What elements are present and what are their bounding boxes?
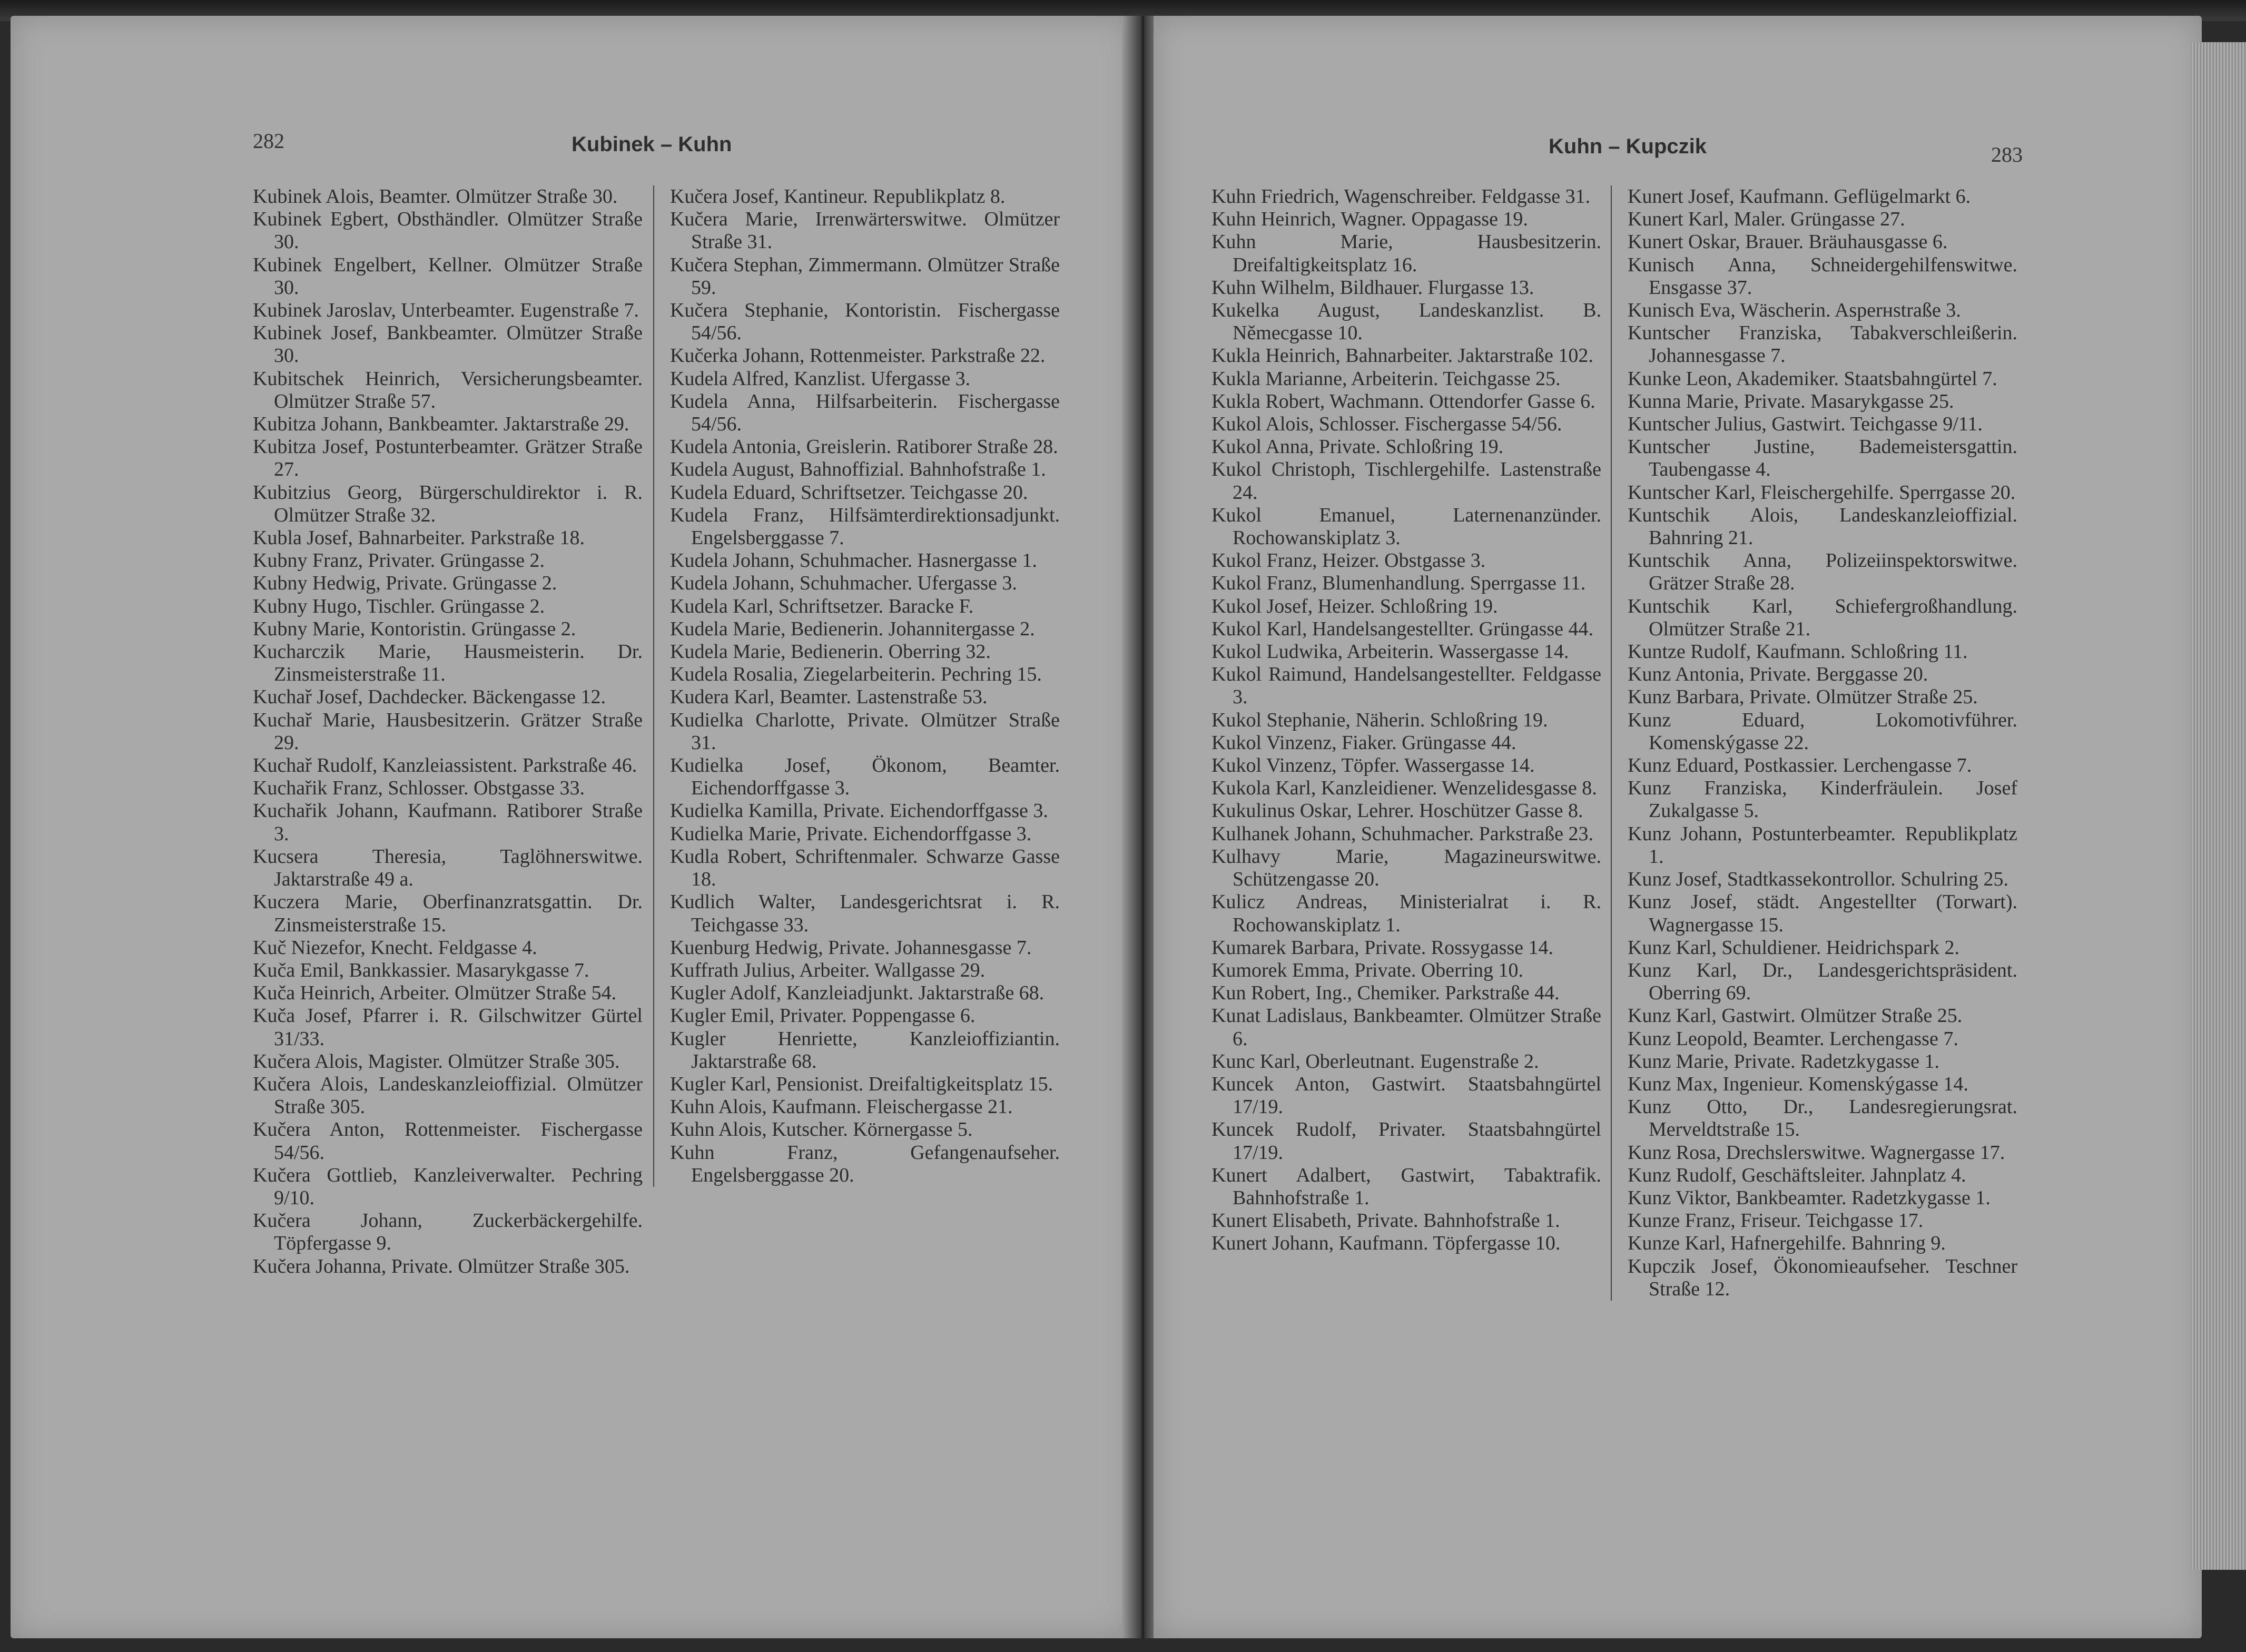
directory-entry: Kučera Alois, Landeskanzleioffizial. Olmützer Straße 305.: [253, 1073, 643, 1118]
directory-entry: Kulhavy Marie, Magazineurswitwe. Schützengasse 20.: [1211, 845, 1601, 891]
directory-entry: Kunz Franziska, Kinderfräulein. Josef Zukalgasse 5.: [1628, 777, 2017, 822]
directory-entry: Kuncek Rudolf, Privater. Staatsbahngürtel 17/19.: [1211, 1118, 1601, 1164]
page-number-left: 282: [253, 129, 284, 153]
directory-entry: Kuchař Rudolf, Kanzleiassistent. Parkstraße 46.: [253, 754, 637, 777]
directory-entry: Kučera Anton, Rottenmeister. Fischergasse 54/56.: [253, 1118, 643, 1164]
right-column-1: [1211, 185, 1601, 1255]
directory-entry: Kukol Vinzenz, Fiaker. Grüngasse 44.: [1211, 731, 1516, 754]
directory-entry: Kugler Henriette, Kanzleioffiziantin. Jaktarstraße 68.: [670, 1027, 1060, 1073]
directory-entry: Kukola Karl, Kanzleidiener. Wenzelidesgasse 8.: [1211, 777, 1597, 800]
directory-entry: Kukol Anna, Private. Schloßring 19.: [1211, 436, 1504, 458]
directory-entry: Kukol Emanuel, Laternenanzünder. Rochowanskiplatz 3.: [1211, 504, 1601, 549]
directory-entry: Kuchař Marie, Hausbesitzerin. Grätzer Straße 29.: [253, 709, 643, 754]
directory-entry: Kudielka Josef, Ökonom, Beamter. Eichendorffgasse 3.: [670, 754, 1060, 800]
directory-entry: Kunz Rosa, Drechslerswitwe. Wagnergasse 17.: [1628, 1141, 2005, 1164]
directory-entry: Kunz Karl, Schuldiener. Heidrichspark 2.: [1628, 936, 1959, 959]
directory-entry: Kuntschik Alois, Landeskanzleioffizial. Bahnring 21.: [1628, 504, 2017, 549]
directory-entry: Kukol Alois, Schlosser. Fischergasse 54/56.: [1211, 413, 1562, 436]
directory-entry: Kunze Franz, Friseur. Teichgasse 17.: [1628, 1210, 1924, 1232]
directory-entry: Kunert Johann, Kaufmann. Töpfergasse 10.: [1211, 1232, 1561, 1255]
directory-entry: Kunert Karl, Maler. Grüngasse 27.: [1628, 208, 1905, 231]
directory-entry: Kunert Adalbert, Gastwirt, Tabaktrafik. Bahnhofstraße 1.: [1211, 1164, 1601, 1209]
directory-entry: Kučera Marie, Irrenwärterswitwe. Olmützer Straße 31.: [670, 208, 1060, 253]
directory-entry: Kukla Heinrich, Bahnarbeiter. Jaktarstraße 102.: [1211, 345, 1593, 367]
directory-entry: Kukol Karl, Handelsangestellter. Grüngasse 44.: [1211, 617, 1593, 640]
directory-entry: Kunz Leopold, Beamter. Lerchengasse 7.: [1628, 1027, 1958, 1050]
directory-entry: Kunz Rudolf, Geschäftsleiter. Jahnplatz 4.: [1628, 1164, 1966, 1186]
directory-entry: Kukol Raimund, Handelsangestellter. Feldgasse 3.: [1211, 663, 1601, 709]
directory-entry: Kunz Viktor, Bankbeamter. Radetzkygasse 1.: [1628, 1186, 1991, 1209]
directory-entry: Kunisch Anna, Schneidergehilfenswitwe. Ensgasse 37.: [1628, 253, 2017, 299]
directory-entry: Kudielka Marie, Private. Eichendorffgasse 3.: [670, 822, 1032, 845]
directory-entry: Kunert Josef, Kaufmann. Geflügelmarkt 6.: [1628, 185, 1971, 208]
directory-entry: Kuntscher Franziska, Tabakverschleißerin. Johannesgasse 7.: [1628, 322, 2017, 367]
directory-entry: Kuhn Marie, Hausbesitzerin. Dreifaltigkeitsplatz 16.: [1211, 231, 1601, 276]
directory-entry: Kunc Karl, Oberleutnant. Eugenstraße 2.: [1211, 1050, 1539, 1073]
directory-entry: Kuhn Wilhelm, Bildhauer. Flurgasse 13.: [1211, 276, 1534, 299]
directory-entry: Kukelka August, Landeskanzlist. B. Němecgasse 10.: [1211, 299, 1601, 345]
directory-entry: Kubinek Alois, Beamter. Olmützer Straße 30.: [253, 185, 618, 208]
directory-entry: Kuntze Rudolf, Kaufmann. Schloßring 11.: [1628, 641, 1968, 663]
directory-entry: Kugler Karl, Pensionist. Dreifaltigkeitsplatz 15.: [670, 1073, 1053, 1095]
directory-entry: Kunz Antonia, Private. Berggasse 20.: [1628, 663, 1928, 686]
directory-entry: Kunz Johann, Postunterbeamter. Republikplatz 1.: [1628, 822, 2017, 868]
page-edges: [2191, 42, 2246, 1570]
directory-entry: Kugler Emil, Privater. Poppengasse 6.: [670, 1005, 976, 1027]
directory-entry: Kudela Antonia, Greislerin. Ratiborer Straße 28.: [670, 436, 1058, 458]
directory-entry: Kubinek Egbert, Obsthändler. Olmützer Straße 30.: [253, 208, 643, 253]
directory-entry: Kunz Karl, Dr., Landesgerichtspräsident. Oberring 69.: [1628, 959, 2017, 1005]
directory-entry: Kuč Niezefor, Knecht. Feldgasse 4.: [253, 936, 537, 959]
right-column-2: [1611, 185, 2017, 1301]
directory-entry: Kuchař Josef, Dachdecker. Bäckengasse 12.: [253, 686, 606, 709]
page-number-right: 283: [1991, 143, 2023, 166]
directory-entry: Kučera Stephan, Zimmermann. Olmützer Straße 59.: [670, 253, 1060, 299]
directory-entry: Kuntschik Karl, Schiefergroßhandlung. Olmützer Straße 21.: [1628, 595, 2017, 640]
directory-entry: Kuhn Friedrich, Wagenschreiber. Feldgasse 31.: [1211, 185, 1591, 208]
directory-entry: Kuhn Heinrich, Wagner. Oppagasse 19.: [1211, 208, 1528, 231]
directory-entry: Kubny Hedwig, Private. Grüngasse 2.: [253, 572, 557, 595]
directory-entry: Kubitza Josef, Postunterbeamter. Grätzer Straße 27.: [253, 436, 643, 481]
directory-entry: Kudela Eduard, Schriftsetzer. Teichgasse 20.: [670, 481, 1028, 504]
directory-entry: Kunisch Eva, Wäscherin. Asperнstraße 3.: [1628, 299, 1961, 322]
directory-entry: Kuntscher Karl, Fleischergehilfe. Sperrgasse 20.: [1628, 481, 2016, 504]
directory-entry: Kudlich Walter, Landesgerichtsrat i. R. Teichgasse 33.: [670, 891, 1060, 936]
directory-entry: Kuenburg Hedwig, Private. Johannesgasse 7.: [670, 936, 1032, 959]
directory-entry: Kuntscher Justine, Bademeistersgattin. Taubengasse 4.: [1628, 436, 2017, 481]
directory-entry: Kunze Karl, Hafnergehilfe. Bahnring 9.: [1628, 1232, 1946, 1255]
directory-entry: Kunke Leon, Akademiker. Staatsbahngürtel 7.: [1628, 367, 1997, 390]
directory-entry: Kukol Franz, Heizer. Obstgasse 3.: [1211, 549, 1486, 572]
directory-entry: Kučera Stephanie, Kontoristin. Fischergasse 54/56.: [670, 299, 1060, 345]
directory-entry: Kucharczik Marie, Hausmeisterin. Dr. Zinsmeisterstraße 11.: [253, 641, 643, 686]
directory-entry: Kunna Marie, Private. Masarykgasse 25.: [1628, 390, 1954, 412]
directory-entry: Kudela Johann, Schuhmacher. Hasnergasse 1.: [670, 549, 1037, 572]
directory-entry: Kučerka Johann, Rottenmeister. Parkstraße 22.: [670, 345, 1046, 367]
directory-entry: Kumorek Emma, Private. Oberring 10.: [1211, 959, 1524, 981]
directory-entry: Kudielka Charlotte, Private. Olmützer Straße 31.: [670, 709, 1060, 754]
left-column-2: [653, 185, 1060, 1187]
directory-entry: Kudela Karl, Schriftsetzer. Baracke F.: [670, 595, 974, 617]
directory-entry: Kudela Marie, Bedienerin. Johannitergasse 2.: [670, 617, 1035, 640]
directory-entry: Kukol Franz, Blumenhandlung. Sperrgasse 11.: [1211, 572, 1586, 595]
directory-entry: Kubitschek Heinrich, Versicherungsbeamter. Olmützer Straße 57.: [253, 367, 643, 412]
directory-entry: Kudera Karl, Beamter. Lastenstraße 53.: [670, 686, 988, 709]
directory-entry: Kuhn Alois, Kutscher. Körnergasse 5.: [670, 1118, 973, 1141]
directory-entry: Kudela August, Bahnoffizial. Bahnhofstraße 1.: [670, 458, 1046, 481]
directory-entry: Kunz Eduard, Postkassier. Lerchengasse 7.: [1628, 754, 1972, 777]
directory-entry: Kubny Hugo, Tischler. Grüngasse 2.: [253, 595, 545, 617]
directory-entry: Kukol Ludwika, Arbeiterin. Wassergasse 14.: [1211, 641, 1569, 663]
directory-entry: Kubny Marie, Kontoristin. Grüngasse 2.: [253, 617, 576, 640]
directory-entry: Kuhn Alois, Kaufmann. Fleischergasse 21.: [670, 1096, 1013, 1118]
directory-entry: Kunert Elisabeth, Private. Bahnhofstraße 1.: [1211, 1210, 1560, 1232]
directory-entry: Kudielka Kamilla, Private. Eichendorffgasse 3.: [670, 800, 1048, 822]
directory-entry: Kun Robert, Ing., Chemiker. Parkstraße 44.: [1211, 982, 1560, 1005]
running-head-left: Kubinek – Kuhn: [572, 133, 732, 156]
directory-entry: Kubinek Engelbert, Kellner. Olmützer Straße 30.: [253, 253, 643, 299]
directory-entry: Kunz Max, Ingenieur. Komenskýgasse 14.: [1628, 1073, 1968, 1095]
directory-entry: Kunat Ladislaus, Bankbeamter. Olmützer Straße 6.: [1211, 1005, 1601, 1050]
directory-entry: Kuchařik Franz, Schlosser. Obstgasse 33.: [253, 777, 585, 800]
directory-entry: Kudela Anna, Hilfsarbeiterin. Fischergasse 54/56.: [670, 390, 1060, 436]
directory-entry: Kunz Josef, Stadtkassekontrollor. Schulring 25.: [1628, 868, 2008, 891]
directory-entry: Kudela Franz, Hilfsämterdirektionsadjunkt. Engelsberggasse 7.: [670, 504, 1060, 549]
directory-entry: Kučera Alois, Magister. Olmützer Straße 305.: [253, 1050, 620, 1073]
directory-entry: Kupczik Josef, Ökonomieaufseher. Teschner Straße 12.: [1628, 1255, 2017, 1300]
directory-entry: Kudela Marie, Bedienerin. Oberring 32.: [670, 641, 991, 663]
directory-entry: Kukulinus Oskar, Lehrer. Hoschützer Gasse 8.: [1211, 800, 1583, 822]
directory-entry: Kukol Vinzenz, Töpfer. Wassergasse 14.: [1211, 754, 1535, 777]
directory-entry: Kunz Josef, städt. Angestellter (Torwart). Wagnergasse 15.: [1628, 891, 2017, 936]
directory-entry: Kubitza Johann, Bankbeamter. Jaktarstraße 29.: [253, 413, 629, 436]
directory-entry: Kudela Rosalia, Ziegelarbeiterin. Pechring 15.: [670, 663, 1042, 686]
directory-entry: Kučera Josef, Kantineur. Republikplatz 8.: [670, 185, 1006, 208]
directory-entry: Kunz Eduard, Lokomotivführer. Komenskýgasse 22.: [1628, 709, 2017, 754]
directory-entry: Kudela Johann, Schuhmacher. Ufergasse 3.: [670, 572, 1017, 595]
directory-entry: Kukol Stephanie, Näherin. Schloßring 19.: [1211, 709, 1548, 731]
directory-entry: Kukol Christoph, Tischlergehilfe. Lastenstraße 24.: [1211, 458, 1601, 504]
directory-entry: Kudla Robert, Schriftenmaler. Schwarze Gasse 18.: [670, 845, 1060, 891]
directory-entry: Kucsera Theresia, Taglöhnerswitwe. Jaktarstraße 49 a.: [253, 845, 643, 891]
directory-entry: Kuča Heinrich, Arbeiter. Olmützer Straße 54.: [253, 982, 617, 1005]
directory-entry: Kumarek Barbara, Private. Rossygasse 14.: [1211, 936, 1554, 959]
directory-entry: Kuncek Anton, Gastwirt. Staatsbahngürtel 17/19.: [1211, 1073, 1601, 1118]
directory-entry: Kuffrath Julius, Arbeiter. Wallgasse 29.: [670, 959, 986, 981]
directory-entry: Kuntscher Julius, Gastwirt. Teichgasse 9/11.: [1628, 413, 1983, 436]
directory-entry: Kubinek Josef, Bankbeamter. Olmützer Straße 30.: [253, 322, 643, 367]
directory-entry: Kučera Johann, Zuckerbäckergehilfe. Töpfergasse 9.: [253, 1210, 643, 1255]
directory-entry: Kunz Barbara, Private. Olmützer Straße 25.: [1628, 686, 1978, 709]
directory-entry: Kunert Oskar, Brauer. Bräuhausgasse 6.: [1628, 231, 1948, 253]
directory-entry: Kukla Marianne, Arbeiterin. Teichgasse 25.: [1211, 367, 1561, 390]
directory-entry: Kubitzius Georg, Bürgerschuldirektor i. R. Olmützer Straße 32.: [253, 481, 643, 526]
directory-entry: Kučera Gottlieb, Kanzleiverwalter. Pechring 9/10.: [253, 1164, 643, 1209]
directory-entry: Kuča Emil, Bankkassier. Masarykgasse 7.: [253, 959, 589, 981]
directory-entry: Kučera Johanna, Private. Olmützer Straße 305.: [253, 1255, 630, 1277]
directory-entry: Kuchařik Johann, Kaufmann. Ratiborer Straße 3.: [253, 800, 643, 845]
directory-entry: Kunz Karl, Gastwirt. Olmützer Straße 25.: [1628, 1005, 1963, 1027]
directory-entry: Kuczera Marie, Oberfinanzratsgattin. Dr. Zinsmeisterstraße 15.: [253, 891, 643, 936]
directory-entry: Kunz Marie, Private. Radetzkygasse 1.: [1628, 1050, 1939, 1073]
directory-entry: Kuča Josef, Pfarrer i. R. Gilschwitzer Gürtel 31/33.: [253, 1005, 643, 1050]
running-head-right: Kuhn – Kupczik: [1549, 135, 1707, 158]
left-column-1: [253, 185, 643, 1278]
directory-entry: Kuntschik Anna, Polizeiinspektorswitwe. Grätzer Straße 28.: [1628, 549, 2017, 595]
directory-entry: Kulhanek Johann, Schuhmacher. Parkstraße 23.: [1211, 822, 1593, 845]
directory-entry: Kukol Josef, Heizer. Schloßring 19.: [1211, 595, 1498, 617]
directory-entry: Kubinek Jaroslav, Unterbeamter. Eugenstraße 7.: [253, 299, 639, 322]
directory-entry: Kunz Otto, Dr., Landesregierungsrat. Merveldtstraße 15.: [1628, 1096, 2017, 1141]
directory-entry: Kuhn Franz, Gefangenaufseher. Engelsberggasse 20.: [670, 1141, 1060, 1186]
directory-entry: Kudela Alfred, Kanzlist. Ufergasse 3.: [670, 367, 971, 390]
directory-entry: Kulicz Andreas, Ministerialrat i. R. Rochowanskiplatz 1.: [1211, 891, 1601, 936]
directory-entry: Kubla Josef, Bahnarbeiter. Parkstraße 18.: [253, 527, 585, 549]
directory-entry: Kugler Adolf, Kanzleiadjunkt. Jaktarstraße 68.: [670, 982, 1045, 1005]
directory-entry: Kukla Robert, Wachmann. Ottendorfer Gasse 6.: [1211, 390, 1595, 412]
directory-entry: Kubny Franz, Privater. Grüngasse 2.: [253, 549, 545, 572]
